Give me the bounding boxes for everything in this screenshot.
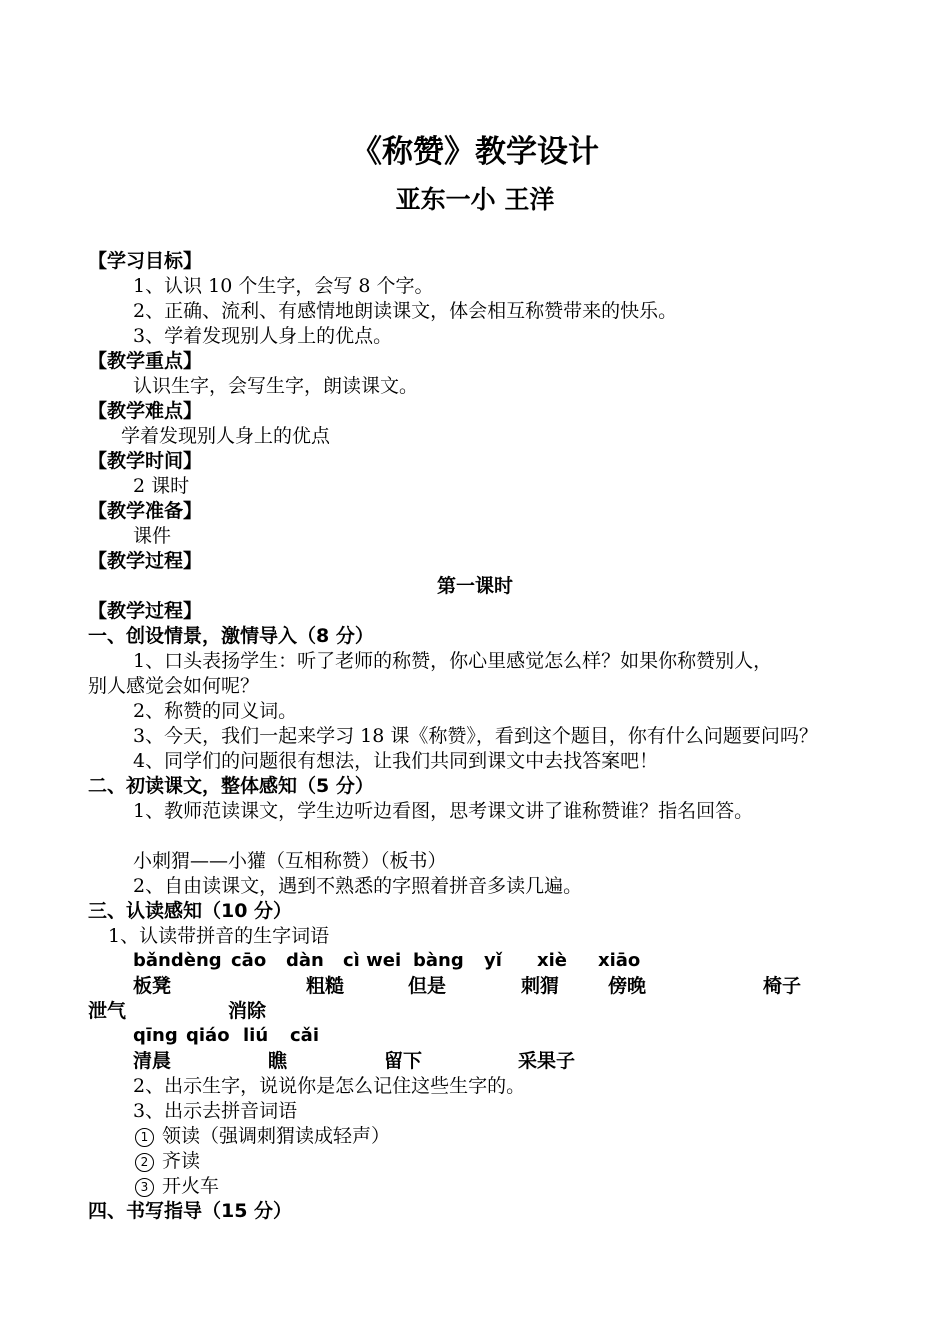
step-text: 齐读 bbox=[162, 1150, 201, 1172]
section-1-line: 2、称赞的同义词。 bbox=[133, 700, 298, 722]
numbered-step bbox=[135, 1149, 200, 1173]
step-text: 开火车 bbox=[162, 1175, 220, 1197]
section-1-line: 别人感觉会如何呢？ bbox=[88, 675, 260, 697]
goals-heading: 【学习目标】 bbox=[88, 250, 203, 272]
section-3-line: 2、出示生字，说说你是怎么记住这些生字的。 bbox=[133, 1075, 526, 1097]
section-2-line: 小刺猬——小獾（互相称赞）（板书） bbox=[133, 850, 447, 872]
vocab-word: 椅子 bbox=[763, 975, 802, 997]
vocab-word: 刺猬 bbox=[521, 975, 560, 997]
vocab-word: 但是 bbox=[408, 975, 447, 997]
pinyin: dàn bbox=[286, 950, 324, 971]
pinyin: bàng bbox=[413, 950, 464, 971]
pinyin: qiáo bbox=[186, 1025, 230, 1046]
vocab-word: 留下 bbox=[384, 1050, 423, 1072]
pinyin: cāo bbox=[231, 950, 267, 971]
goal-item: 2、正确、流利、有感情地朗读课文，体会相互称赞带来的快乐。 bbox=[133, 300, 678, 322]
pinyin: yǐ bbox=[484, 950, 502, 971]
section-2-heading: 二、初读课文，整体感知（5 分） bbox=[88, 775, 374, 797]
vocab-word: 粗糙 bbox=[306, 975, 345, 997]
time-heading: 【教学时间】 bbox=[88, 450, 203, 472]
vocab-word: 傍晚 bbox=[608, 975, 647, 997]
vocab-word: 泄气 bbox=[88, 1000, 127, 1022]
pinyin: xiè bbox=[537, 950, 567, 971]
author-line: 亚东一小 王洋 bbox=[395, 185, 555, 214]
time-text: 2 课时 bbox=[133, 475, 190, 497]
section-3-heading: 三、认读感知（10 分） bbox=[88, 900, 293, 922]
difficulty-heading: 【教学难点】 bbox=[88, 400, 203, 422]
pinyin: qīng bbox=[133, 1025, 178, 1046]
step-text: 领读（强调刺猬读成轻声） bbox=[162, 1125, 391, 1147]
prep-heading: 【教学准备】 bbox=[88, 500, 203, 522]
lesson-title: 第一课时 bbox=[436, 575, 513, 597]
goal-item: 1、认识 10 个生字，会写 8 个字。 bbox=[133, 275, 434, 297]
section-1-line: 3、今天，我们一起来学习 18 课《称赞》，看到这个题目，你有什么问题要问吗？ bbox=[133, 725, 818, 747]
circled-number: 3 bbox=[135, 1178, 154, 1197]
pinyin: cì wei bbox=[343, 950, 402, 971]
section-1-heading: 一、创设情景，激情导入（8 分） bbox=[88, 625, 374, 647]
difficulty-text: 学着发现别人身上的优点 bbox=[121, 425, 331, 447]
section-2-line: 2、自由读课文，遇到不熟悉的字照着拼音多读几遍。 bbox=[133, 875, 583, 897]
goal-item: 3、学着发现别人身上的优点。 bbox=[133, 325, 393, 347]
pinyin: cǎi bbox=[290, 1025, 319, 1046]
key-text: 认识生字，会写生字，朗读课文。 bbox=[133, 375, 419, 397]
section-3-line: 3、出示去拼音词语 bbox=[133, 1100, 298, 1122]
process-heading: 【教学过程】 bbox=[88, 550, 203, 572]
section-1-line: 4、同学们的问题很有想法，让我们共同到课文中去找答案吧！ bbox=[133, 750, 659, 772]
pinyin: liú bbox=[243, 1025, 269, 1046]
page-title: 《称赞》教学设计 bbox=[351, 134, 599, 170]
pinyin: xiāo bbox=[598, 950, 641, 971]
circled-number: 2 bbox=[135, 1153, 154, 1172]
pinyin: bǎndèng bbox=[133, 950, 222, 971]
section-1-line: 1、口头表扬学生：听了老师的称赞，你心里感觉怎么样？如果你称赞别人， bbox=[133, 650, 773, 672]
vocab-word: 板凳 bbox=[133, 975, 172, 997]
section-4-heading: 四、书写指导（15 分） bbox=[88, 1200, 293, 1222]
section-3-line: 1、认读带拼音的生字词语 bbox=[108, 925, 330, 947]
vocab-word: 消除 bbox=[228, 1000, 267, 1022]
numbered-step bbox=[135, 1174, 219, 1198]
prep-text: 课件 bbox=[133, 525, 172, 547]
numbered-step bbox=[135, 1124, 390, 1148]
section-2-line: 1、教师范读课文，学生边听边看图，思考课文讲了谁称赞谁？指名回答。 bbox=[133, 800, 754, 822]
vocab-word: 清晨 bbox=[133, 1050, 172, 1072]
circled-number: 1 bbox=[135, 1128, 154, 1147]
vocab-word: 瞧 bbox=[268, 1050, 288, 1072]
vocab-word: 采果子 bbox=[518, 1050, 576, 1072]
process-heading-2: 【教学过程】 bbox=[88, 600, 203, 622]
key-heading: 【教学重点】 bbox=[88, 350, 203, 372]
